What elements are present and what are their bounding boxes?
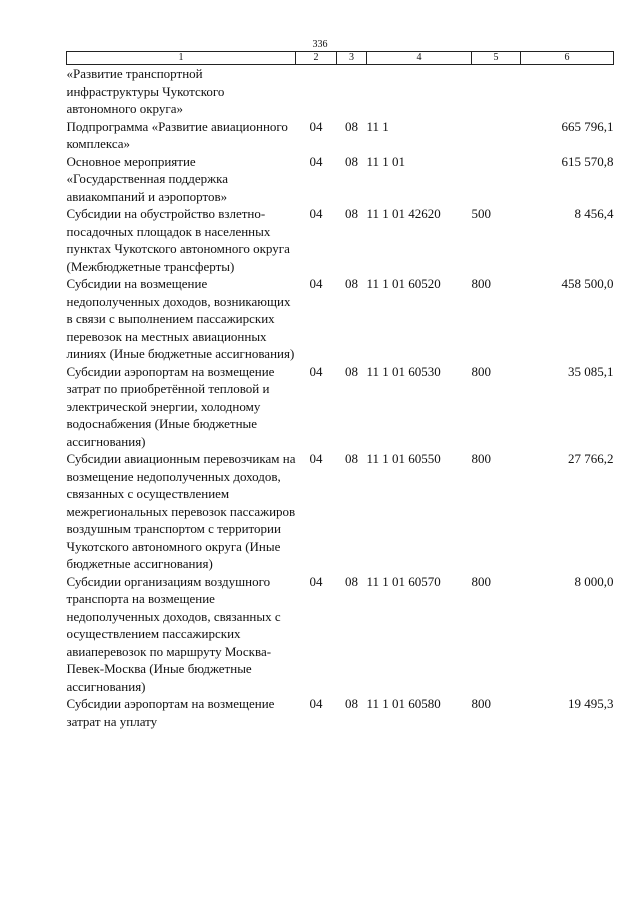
row-expense-type-code	[472, 118, 521, 153]
row-section-code: 04	[309, 118, 323, 134]
column-header-4: 4	[367, 52, 472, 65]
row-section-code: 04	[309, 153, 323, 169]
row-subsection-code: 08	[345, 118, 358, 134]
table-row	[67, 118, 614, 153]
row-amount: 35 085,1	[568, 363, 614, 379]
table-row	[67, 205, 614, 275]
row-amount: 19 495,3	[568, 696, 614, 711]
row-amount: 8 456,4	[574, 206, 614, 221]
table-row	[67, 450, 614, 573]
row-subsection-code: 08	[345, 363, 358, 379]
row-name: Субсидии авиационным перевозчикам на возмещение недополученных доходов, связанных с осуществлением межрегиональных перевозок пассажиров воздушным транспортом с территории Чукотского автономного округа (Иные бюджетные ассигнования)	[66, 451, 296, 571]
row-amount: 615 570,8	[561, 153, 614, 169]
row-expense-type-code: 800	[471, 696, 491, 711]
column-header-1: 1	[67, 52, 296, 65]
row-expense-type-code: 800	[471, 363, 491, 379]
row-subsection-code: 08	[345, 696, 358, 711]
row-target-article-code	[367, 65, 472, 118]
row-section-code: 04	[309, 451, 323, 466]
column-header-3: 3	[337, 52, 367, 65]
row-target-article-code: 11 1 01	[366, 153, 406, 169]
row-amount: 458 500,0	[561, 276, 614, 291]
row-section-code: 04	[309, 363, 323, 379]
table-header	[67, 52, 614, 65]
row-name: Основное мероприятие «Государственная поддержка авиакомпаний и аэропортов»	[66, 153, 229, 204]
row-name: «Развитие транспортной инфраструктуры Чукотского автономного округа»	[66, 66, 225, 116]
row-section-code	[296, 65, 337, 118]
column-header-2: 2	[296, 52, 337, 65]
row-name: Субсидии аэропортам на возмещение затрат на уплату	[66, 696, 275, 729]
row-target-article-code: 11 1 01 60520	[366, 276, 441, 291]
row-expense-type-code: 800	[471, 451, 491, 466]
table-row	[67, 363, 614, 451]
row-name: Субсидии организациям воздушного транспорта на возмещение недополученных доходов, связанных с осуществлением пассажирских авиаперевозок по маршруту Москва-Певек-Москва (Иные бюджетные ассигнования)	[66, 573, 281, 694]
row-subsection-code	[337, 65, 367, 118]
row-target-article-code: 11 1 01 60530	[366, 363, 441, 379]
row-name: Подпрограмма «Развитие авиационного комплекса»	[66, 118, 288, 151]
row-subsection-code: 08	[345, 206, 358, 221]
row-amount: 8 000,0	[574, 573, 614, 589]
row-target-article-code: 11 1 01 60570	[366, 573, 441, 589]
row-name: Субсидии аэропортам на возмещение затрат по приобретённой тепловой и электрической энергии, холодному водоснабжения (Иные бюджетные ассигнования)	[66, 363, 275, 449]
budget-table	[66, 51, 614, 730]
row-section-code: 04	[309, 696, 323, 711]
row-expense-type-code: 500	[471, 206, 491, 221]
row-subsection-code: 08	[345, 573, 358, 589]
row-subsection-code: 08	[345, 451, 358, 466]
row-target-article-code: 11 1 01 60550	[366, 451, 441, 466]
row-amount: 665 796,1	[561, 118, 614, 134]
row-subsection-code: 08	[345, 276, 358, 291]
table-row	[67, 573, 614, 696]
row-subsection-code: 08	[345, 153, 358, 169]
row-section-code: 04	[309, 276, 323, 291]
row-expense-type-code: 800	[471, 276, 491, 291]
table-body	[67, 65, 614, 731]
row-target-article-code: 11 1 01 60580	[366, 696, 441, 711]
row-section-code: 04	[309, 206, 323, 221]
row-expense-type-code	[472, 65, 521, 118]
row-expense-type-code	[472, 153, 521, 206]
row-amount	[521, 65, 614, 118]
column-header-5: 5	[472, 52, 521, 65]
row-amount: 27 766,2	[568, 451, 614, 466]
row-target-article-code: 11 1 01 42620	[366, 206, 441, 221]
page-number: 336	[312, 39, 328, 50]
row-section-code: 04	[309, 573, 323, 589]
row-target-article-code: 11 1	[366, 118, 389, 134]
row-name: Субсидии на возмещение недополученных доходов, возникающих в связи с выполнением пассажирских перевозок на местных авиационных линиях (Иные бюджетные ассигнования)	[66, 276, 295, 361]
row-name: Субсидии на обустройство взлетно-посадочных площадок в населенных пунктах Чукотского автономного округа (Межбюджетные трансферты)	[66, 206, 290, 274]
row-expense-type-code: 800	[471, 573, 491, 589]
table-row	[67, 65, 614, 118]
header-row	[67, 52, 614, 65]
table-row	[67, 695, 614, 730]
column-header-6: 6	[521, 52, 614, 65]
table-row	[67, 153, 614, 206]
table-row	[67, 275, 614, 363]
